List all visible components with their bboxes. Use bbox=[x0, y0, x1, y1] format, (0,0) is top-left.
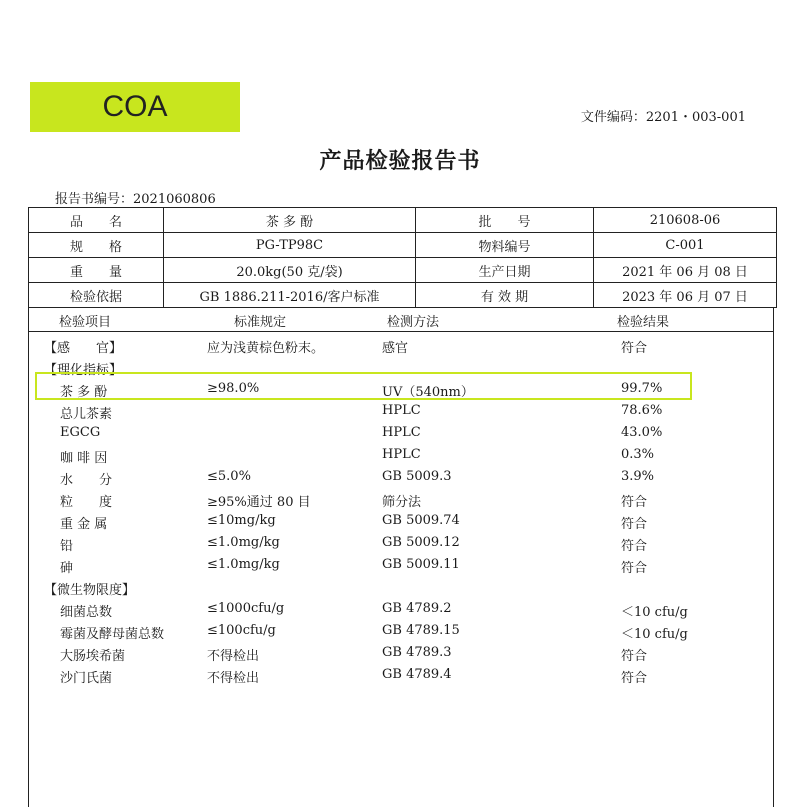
result-row bbox=[0, 444, 800, 466]
result: 符合 bbox=[621, 649, 648, 664]
item-name: 铅 bbox=[60, 539, 74, 554]
method: GB 4789.2 bbox=[382, 601, 452, 616]
info-value: 210608-06 bbox=[594, 208, 777, 233]
result-row bbox=[0, 664, 800, 686]
info-label: 规 格 bbox=[29, 233, 164, 258]
result: 符合 bbox=[621, 495, 648, 510]
result-row bbox=[0, 488, 800, 510]
result: 符合 bbox=[621, 341, 648, 356]
info-row bbox=[29, 283, 777, 308]
standard: 不得检出 bbox=[207, 671, 260, 686]
coa-badge: COA bbox=[30, 82, 240, 132]
result: 符合 bbox=[621, 671, 648, 686]
result-row bbox=[0, 554, 800, 576]
section-label: 【理化指标】 bbox=[44, 363, 123, 378]
item-name: 霉菌及酵母菌总数 bbox=[60, 627, 165, 642]
standard: ≥95%通过 80 目 bbox=[207, 495, 311, 510]
item-name: 总儿茶素 bbox=[60, 407, 113, 422]
result: 43.0% bbox=[621, 425, 663, 440]
header-method: 检测方法 bbox=[387, 315, 440, 330]
item-name: 细菌总数 bbox=[60, 605, 113, 620]
method: GB 5009.74 bbox=[382, 513, 460, 528]
info-label: 物料编号 bbox=[416, 233, 594, 258]
item-name: 重 金 属 bbox=[60, 517, 108, 532]
info-row bbox=[29, 208, 777, 233]
method: GB 5009.3 bbox=[382, 469, 452, 484]
results-list bbox=[0, 334, 800, 686]
result: 78.6% bbox=[621, 403, 663, 418]
info-label: 重 量 bbox=[29, 258, 164, 283]
result: ＜10 cfu/g bbox=[621, 627, 688, 642]
document-title: 产品检验报告书 bbox=[319, 149, 481, 174]
info-label: 有 效 期 bbox=[416, 283, 594, 308]
item-name: 茶 多 酚 bbox=[60, 385, 108, 400]
item-name: 沙门氏菌 bbox=[60, 671, 113, 686]
info-value: 20.0kg(50 克/袋) bbox=[164, 258, 416, 283]
info-row bbox=[29, 258, 777, 283]
result: 3.9% bbox=[621, 469, 655, 484]
result-row bbox=[0, 532, 800, 554]
header-item: 检验项目 bbox=[59, 315, 112, 330]
result-row bbox=[0, 510, 800, 532]
item-name: 粒 度 bbox=[60, 495, 113, 510]
result: 99.7% bbox=[621, 381, 663, 396]
method: HPLC bbox=[382, 403, 421, 418]
results-header bbox=[29, 311, 774, 332]
method: GB 4789.15 bbox=[382, 623, 460, 638]
info-label: 批 号 bbox=[416, 208, 594, 233]
item-name: 大肠埃希菌 bbox=[60, 649, 126, 664]
standard: ≤100cfu/g bbox=[207, 623, 276, 638]
result-row bbox=[0, 422, 800, 444]
file-code: 文件编码：2201・003-001 bbox=[580, 110, 746, 125]
result-row bbox=[0, 378, 800, 400]
info-value: PG-TP98C bbox=[164, 233, 416, 258]
method: GB 5009.11 bbox=[382, 557, 460, 572]
result-row bbox=[0, 642, 800, 664]
section-header bbox=[0, 576, 800, 598]
header-standard: 标准规定 bbox=[234, 315, 287, 330]
info-value: 茶 多 酚 bbox=[164, 208, 416, 233]
item-name: 咖 啡 因 bbox=[60, 451, 108, 466]
result-row bbox=[0, 466, 800, 488]
result: 符合 bbox=[621, 517, 648, 532]
standard: ≥98.0% bbox=[207, 381, 260, 396]
info-label: 检验依据 bbox=[29, 283, 164, 308]
info-label: 生产日期 bbox=[416, 258, 594, 283]
method: HPLC bbox=[382, 425, 421, 440]
result-row bbox=[0, 598, 800, 620]
method: HPLC bbox=[382, 447, 421, 462]
result: 符合 bbox=[621, 561, 648, 576]
method: 感官 bbox=[382, 341, 409, 356]
info-value: C-001 bbox=[594, 233, 777, 258]
info-value: 2023 年 06 月 07 日 bbox=[594, 283, 777, 308]
result-row bbox=[0, 400, 800, 422]
header-result: 检验结果 bbox=[617, 315, 670, 330]
info-row bbox=[29, 233, 777, 258]
method: GB 4789.3 bbox=[382, 645, 452, 660]
result-row bbox=[0, 334, 800, 356]
info-value: GB 1886.211-2016/客户标准 bbox=[164, 283, 416, 308]
method: GB 4789.4 bbox=[382, 667, 452, 682]
standard: ≤1.0mg/kg bbox=[207, 557, 280, 572]
item-name: 砷 bbox=[60, 561, 74, 576]
result: 0.3% bbox=[621, 447, 655, 462]
info-label: 品 名 bbox=[29, 208, 164, 233]
item-name: 水 分 bbox=[60, 473, 113, 488]
product-info-table bbox=[28, 207, 777, 308]
method: GB 5009.12 bbox=[382, 535, 460, 550]
standard: ≤1000cfu/g bbox=[207, 601, 285, 616]
method: 筛分法 bbox=[382, 495, 422, 510]
item-name: EGCG bbox=[60, 425, 101, 440]
section-label: 【微生物限度】 bbox=[44, 583, 136, 598]
standard: ≤5.0% bbox=[207, 469, 251, 484]
result: 符合 bbox=[621, 539, 648, 554]
item-name: 【感 官】 bbox=[44, 341, 123, 356]
standard: ≤10mg/kg bbox=[207, 513, 276, 528]
info-value: 2021 年 06 月 08 日 bbox=[594, 258, 777, 283]
section-header bbox=[0, 356, 800, 378]
standard: 应为浅黄棕色粉末。 bbox=[207, 341, 325, 356]
method: UV（540nm） bbox=[382, 385, 474, 400]
report-number: 报告书编号：2021060806 bbox=[55, 192, 216, 207]
standard: 不得检出 bbox=[207, 649, 260, 664]
result: ＜10 cfu/g bbox=[621, 605, 688, 620]
standard: ≤1.0mg/kg bbox=[207, 535, 280, 550]
result-row bbox=[0, 620, 800, 642]
